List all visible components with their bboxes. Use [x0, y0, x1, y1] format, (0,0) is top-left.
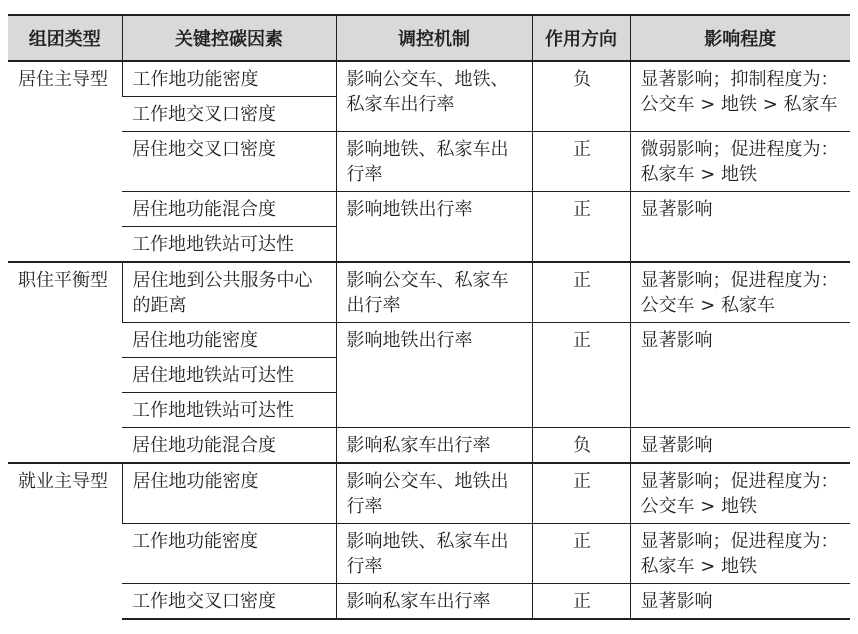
header-key-factor: 关键控碳因素	[122, 15, 336, 61]
group-type-cell: 职住平衡型	[8, 262, 122, 463]
mechanism-cell: 影响私家车出行率	[336, 584, 532, 620]
table-row	[8, 262, 850, 323]
factor-cell: 工作地地铁站可达性	[122, 227, 336, 263]
header-impact: 影响程度	[630, 15, 850, 61]
mechanism-cell: 影响公交车、地铁、私家车出行率	[336, 61, 532, 132]
factor-cell: 居住地功能混合度	[122, 192, 336, 227]
table-row	[8, 323, 850, 358]
factor-cell: 工作地地铁站可达性	[122, 393, 336, 428]
factor-cell: 居住地到公共服务中心的距离	[122, 262, 336, 323]
factor-cell: 居住地功能密度	[122, 323, 336, 358]
mechanism-cell: 影响地铁出行率	[336, 192, 532, 263]
impact-cell: 显著影响；抑制程度为：公交车 > 地铁 > 私家车	[630, 61, 850, 132]
factor-cell: 居住地功能密度	[122, 463, 336, 524]
impact-cell: 显著影响；促进程度为：公交车 > 地铁	[630, 463, 850, 524]
impact-cell: 显著影响	[630, 323, 850, 428]
mechanism-cell: 影响公交车、私家车出行率	[336, 262, 532, 323]
impact-cell: 显著影响；促进程度为：私家车 > 地铁	[630, 524, 850, 584]
impact-cell: 显著影响	[630, 428, 850, 464]
direction-cell: 负	[532, 61, 630, 132]
factor-cell: 居住地功能混合度	[122, 428, 336, 464]
header-direction: 作用方向	[532, 15, 630, 61]
direction-cell: 正	[532, 192, 630, 263]
mechanism-cell: 影响地铁、私家车出行率	[336, 132, 532, 192]
direction-cell: 负	[532, 428, 630, 464]
direction-cell: 正	[532, 132, 630, 192]
factor-cell: 工作地交叉口密度	[122, 97, 336, 132]
table-row	[8, 584, 850, 620]
direction-cell: 正	[532, 524, 630, 584]
factor-cell: 工作地功能密度	[122, 524, 336, 584]
table-row	[8, 428, 850, 464]
table-row	[8, 463, 850, 524]
table-row	[8, 524, 850, 584]
table-row	[8, 132, 850, 192]
table-row	[8, 192, 850, 227]
direction-cell: 正	[532, 323, 630, 428]
factor-cell: 居住地交叉口密度	[122, 132, 336, 192]
direction-cell: 正	[532, 584, 630, 620]
group-type-cell: 就业主导型	[8, 463, 122, 619]
carbon-control-factors-table	[8, 14, 850, 620]
impact-cell: 显著影响	[630, 584, 850, 620]
impact-cell: 显著影响	[630, 192, 850, 263]
header-mechanism: 调控机制	[336, 15, 532, 61]
mechanism-cell: 影响地铁、私家车出行率	[336, 524, 532, 584]
header-row	[8, 15, 850, 61]
group-type-cell: 居住主导型	[8, 61, 122, 262]
direction-cell: 正	[532, 262, 630, 323]
header-group-type: 组团类型	[8, 15, 122, 61]
direction-cell: 正	[532, 463, 630, 524]
table-container	[8, 14, 850, 620]
mechanism-cell: 影响公交车、地铁出行率	[336, 463, 532, 524]
impact-cell: 微弱影响；促进程度为：私家车 > 地铁	[630, 132, 850, 192]
factor-cell: 工作地功能密度	[122, 61, 336, 97]
factor-cell: 居住地地铁站可达性	[122, 358, 336, 393]
impact-cell: 显著影响；促进程度为：公交车 > 私家车	[630, 262, 850, 323]
mechanism-cell: 影响私家车出行率	[336, 428, 532, 464]
factor-cell: 工作地交叉口密度	[122, 584, 336, 620]
mechanism-cell: 影响地铁出行率	[336, 323, 532, 428]
table-row	[8, 61, 850, 97]
